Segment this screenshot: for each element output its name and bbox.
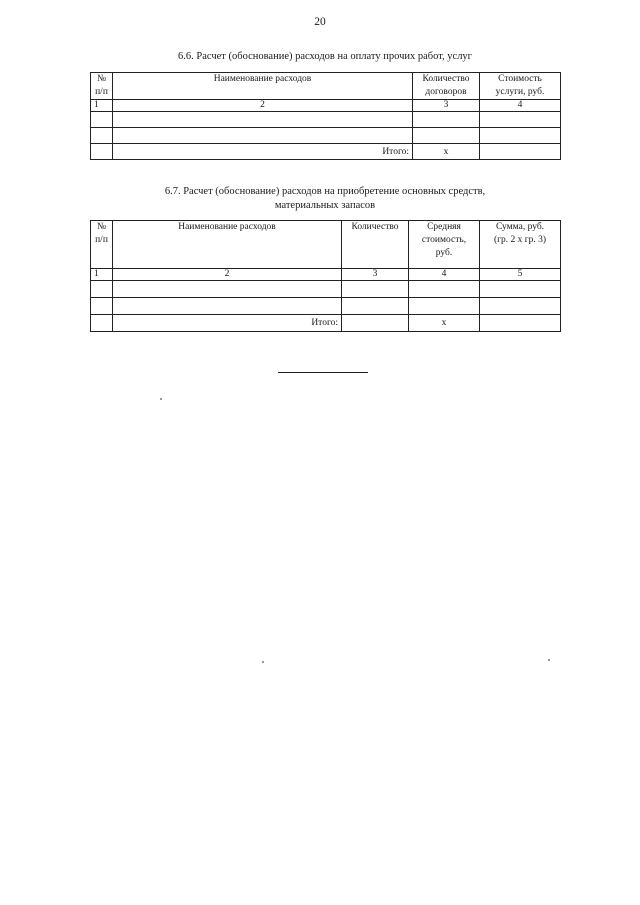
total-cost-cell[interactable] xyxy=(480,144,561,160)
header-name xyxy=(113,73,413,100)
total-sum-cell[interactable] xyxy=(480,315,561,332)
header-num xyxy=(91,221,113,269)
column-number: 2 xyxy=(113,100,413,112)
expenses-services-table xyxy=(90,72,561,160)
empty-cell[interactable] xyxy=(91,298,113,315)
header-count-line1: Количество xyxy=(422,74,470,84)
header-avg-line3: руб. xyxy=(435,248,453,258)
column-number-row xyxy=(91,269,561,281)
header-sum-line1: Сумма, руб. xyxy=(495,222,545,232)
table2-title-line2: материальных запасов xyxy=(274,200,376,211)
empty-cell[interactable] xyxy=(480,112,561,128)
header-name-text: Наименование расходов xyxy=(213,74,312,84)
empty-cell xyxy=(91,144,113,160)
total-label: Итого: xyxy=(113,315,342,332)
empty-row xyxy=(91,281,561,298)
header-avg-line2: стоимость, xyxy=(421,235,467,245)
empty-cell[interactable] xyxy=(91,112,113,128)
header-num-line1: № xyxy=(96,222,107,232)
empty-cell[interactable] xyxy=(409,298,480,315)
column-number-row xyxy=(91,100,561,112)
total-row xyxy=(91,144,561,160)
header-cost-line2: услуги, руб. xyxy=(495,87,545,97)
table2-title-line1: 6.7. Расчет (обоснование) расходов на приобретение основных средств, xyxy=(164,186,486,197)
header-sum-line2: (гр. 2 х гр. 3) xyxy=(493,235,547,245)
empty-cell[interactable] xyxy=(480,281,561,298)
header-count-line2: договоров xyxy=(425,87,467,97)
table-header-row xyxy=(91,221,561,269)
total-label: Итого: xyxy=(113,144,413,160)
empty-cell[interactable] xyxy=(113,128,413,144)
empty-cell xyxy=(91,315,113,332)
column-number: 4 xyxy=(480,100,561,112)
page-number: 20 xyxy=(314,16,326,28)
table1-title: 6.6. Расчет (обоснование) расходов на оплату прочих работ, услуг xyxy=(178,51,472,62)
column-number: 3 xyxy=(413,100,480,112)
empty-cell[interactable] xyxy=(113,298,342,315)
column-number: 3 xyxy=(342,269,409,281)
header-num-line2: п/п xyxy=(95,87,108,97)
table-header-row xyxy=(91,73,561,100)
total-x-mark: x xyxy=(413,144,480,160)
column-number: 2 xyxy=(113,269,342,281)
header-cost xyxy=(480,73,561,100)
total-quantity-cell[interactable] xyxy=(342,315,409,332)
header-name-text: Наименование расходов xyxy=(178,222,276,232)
empty-cell[interactable] xyxy=(342,298,409,315)
header-num-line1: № xyxy=(96,74,107,84)
header-cost-line1: Стоимость xyxy=(498,74,542,84)
empty-cell[interactable] xyxy=(480,128,561,144)
empty-cell[interactable] xyxy=(413,128,480,144)
header-num xyxy=(91,73,113,100)
column-number: 1 xyxy=(91,269,113,281)
fixed-assets-table xyxy=(90,220,561,332)
total-row xyxy=(91,315,561,332)
header-avg-line1: Средняя xyxy=(427,222,461,232)
header-sum xyxy=(480,221,561,269)
header-num-line2: п/п xyxy=(95,235,108,245)
header-count xyxy=(413,73,480,100)
total-x-mark: x xyxy=(409,315,480,332)
empty-row xyxy=(91,298,561,315)
empty-cell[interactable] xyxy=(91,281,113,298)
empty-cell[interactable] xyxy=(113,112,413,128)
scan-speck xyxy=(160,398,162,400)
empty-cell[interactable] xyxy=(409,281,480,298)
header-quantity xyxy=(342,221,409,269)
column-number: 4 xyxy=(409,269,480,281)
scan-speck xyxy=(548,659,550,661)
scan-speck xyxy=(262,661,264,663)
empty-row xyxy=(91,128,561,144)
header-quantity-text: Количество xyxy=(351,222,399,232)
empty-row xyxy=(91,112,561,128)
empty-cell[interactable] xyxy=(91,128,113,144)
empty-cell[interactable] xyxy=(342,281,409,298)
empty-cell[interactable] xyxy=(413,112,480,128)
table2-title xyxy=(90,185,560,213)
empty-cell[interactable] xyxy=(113,281,342,298)
end-rule xyxy=(278,372,368,373)
header-name xyxy=(113,221,342,269)
column-number: 1 xyxy=(91,100,113,112)
empty-cell[interactable] xyxy=(480,298,561,315)
column-number: 5 xyxy=(480,269,561,281)
header-avg-cost xyxy=(409,221,480,269)
